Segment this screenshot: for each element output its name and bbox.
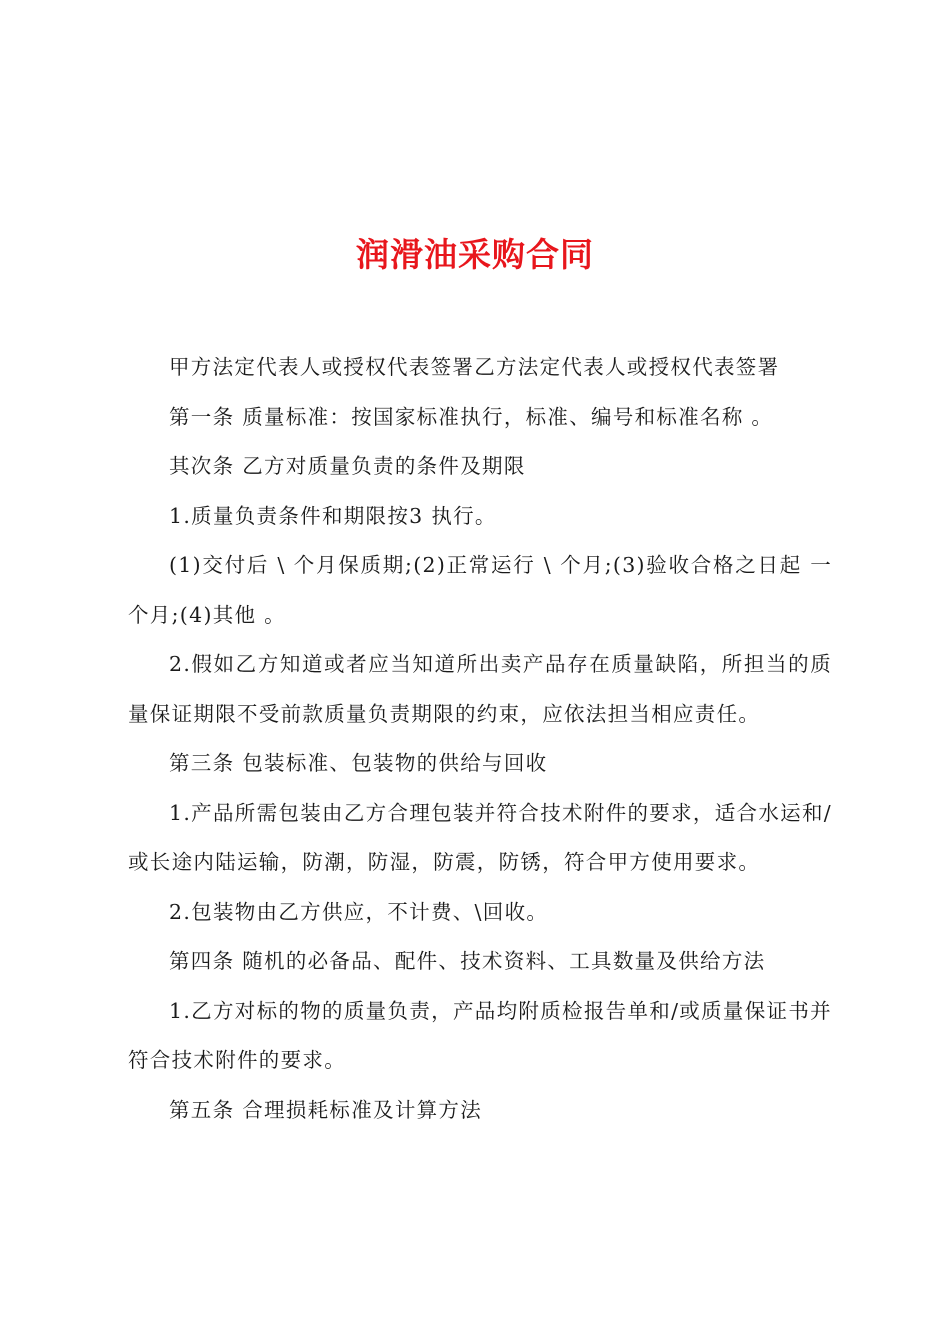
paragraph-article-1: 第一条 质量标准：按国家标准执行，标准、编号和标准名称 。	[169, 404, 774, 429]
document-body	[128, 343, 832, 1135]
paragraph-article-2-item-1: 1.质量负责条件和期限按3 执行。	[169, 503, 497, 528]
paragraph-article-4-item-1: 1.乙方对标的物的质量负责，产品均附质检报告单和/或质量保证书并符合技术附件的要求。	[128, 998, 832, 1072]
paragraph-article-4-heading: 第四条 随机的必备品、配件、技术资料、工具数量及供给方法	[169, 949, 766, 973]
paragraph-signatories: 甲方法定代表人或授权代表签署乙方法定代表人或授权代表签署	[169, 355, 780, 379]
paragraph-article-2-heading: 其次条 乙方对质量负责的条件及期限	[169, 454, 526, 478]
document-title: 润滑油采购合同	[356, 235, 594, 275]
paragraph-article-2-warranty-terms: (1)交付后 \ 个月保质期;(2)正常运行 \ 个月;(3)验收合格之日起 一 个月;(4)其他 。	[128, 553, 832, 627]
paragraph-article-2-item-2: 2.假如乙方知道或者应当知道所出卖产品存在质量缺陷，所担当的质量保证期限不受前款质量负责期限的约束，应依法担当相应责任。	[128, 652, 832, 726]
paragraph-article-5-heading: 第五条 合理损耗标准及计算方法	[169, 1097, 483, 1122]
paragraph-article-3-heading: 第三条 包装标准、包装物的供给与回收	[169, 751, 548, 775]
paragraph-article-3-item-1: 1.产品所需包装由乙方合理包装并符合技术附件的要求，适合水运和/或长途内陆运输，防潮，防湿，防震，防锈，符合甲方使用要求。	[128, 800, 832, 874]
paragraph-article-3-item-2: 2.包装物由乙方供应，不计费、\回收。	[169, 899, 549, 924]
